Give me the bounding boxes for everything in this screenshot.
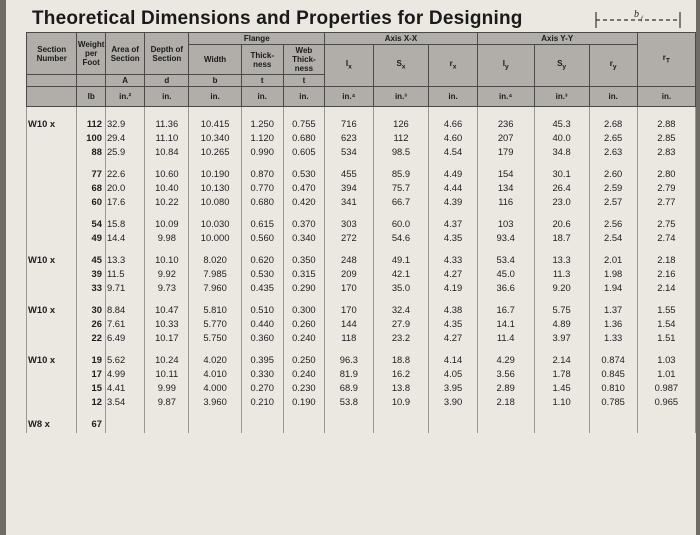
unit-sx: in.³	[373, 87, 429, 107]
cell-weight: 54 49	[77, 211, 106, 247]
cell-area	[105, 411, 144, 433]
cell-area: 22.6 20.0 17.6	[105, 161, 144, 211]
col-ry	[589, 45, 637, 87]
table-body	[27, 107, 696, 434]
cell-area: 8.84 7.61 6.49	[105, 297, 144, 347]
col-area: Area of Section	[105, 33, 144, 75]
cell-section: W10 x	[27, 347, 77, 411]
cell-sx	[373, 411, 429, 433]
unit-section	[27, 87, 77, 107]
unit-iy: in.⁴	[477, 87, 534, 107]
cell-section	[27, 161, 77, 211]
cell-sy: 45.3 40.0 34.8	[534, 107, 589, 162]
page-title: Theoretical Dimensions and Properties for Designing	[32, 8, 523, 29]
cell-web: 0.350 0.315 0.290	[283, 247, 325, 297]
sx-symbol: S	[396, 59, 402, 69]
cell-weight: 30 26 22	[77, 297, 106, 347]
cell-depth: 10.10 9.92 9.73	[145, 247, 189, 297]
rt-sub: T	[665, 57, 670, 65]
col-rt	[637, 33, 695, 87]
cell-iy: 16.7 14.1 11.4	[477, 297, 534, 347]
cell-area: 32.9 29.4 25.9	[105, 107, 144, 162]
cell-rt	[637, 411, 695, 433]
sy-sub: y	[562, 63, 567, 71]
cell-web: 0.370 0.340	[283, 211, 325, 247]
group-flange: Flange	[189, 33, 325, 45]
cell-depth: 10.24 10.11 9.99 9.87	[145, 347, 189, 411]
unit-rt: in.	[637, 87, 695, 107]
cell-ix: 96.3 81.9 68.9 53.8	[325, 347, 373, 411]
unit-weight: lb	[77, 87, 106, 107]
cell-width: 5.810 5.770 5.750	[189, 297, 242, 347]
col-rx	[429, 45, 477, 87]
header-group-row	[27, 33, 696, 45]
col-sx	[373, 45, 429, 87]
cell-ry	[589, 411, 637, 433]
cell-weight: 19 17 15 12	[77, 347, 106, 411]
cell-rx: 4.33 4.27 4.19	[429, 247, 477, 297]
unit-width: in.	[189, 87, 242, 107]
cell-thickness: 0.870 0.770 0.680	[241, 161, 283, 211]
table-row	[27, 107, 696, 162]
cell-rt: 2.18 2.16 2.14	[637, 247, 695, 297]
cell-width: 4.020 4.010 4.000 3.960	[189, 347, 242, 411]
col-iy	[477, 45, 534, 87]
cell-rt: 2.88 2.85 2.83	[637, 107, 695, 162]
cell-ry: 0.874 0.845 0.810 0.785	[589, 347, 637, 411]
unit-ix: in.⁴	[325, 87, 373, 107]
table-row	[27, 297, 696, 347]
cell-depth: 10.60 10.40 10.22	[145, 161, 189, 211]
cell-thickness: 0.620 0.530 0.435	[241, 247, 283, 297]
header-units-row	[27, 87, 696, 107]
col-sy	[534, 45, 589, 87]
cell-area: 5.62 4.99 4.41 3.54	[105, 347, 144, 411]
cell-rx: 4.38 4.35 4.27	[429, 297, 477, 347]
cell-rx: 4.66 4.60 4.54	[429, 107, 477, 162]
col-width: Width	[189, 45, 242, 75]
cell-section: W10 x	[27, 247, 77, 297]
table-row	[27, 347, 696, 411]
table-row	[27, 247, 696, 297]
cell-rx: 4.49 4.44 4.39	[429, 161, 477, 211]
symbol-weight	[77, 75, 106, 87]
col-web: Web Thick-ness	[283, 45, 325, 75]
symbol-depth: d	[145, 75, 189, 87]
cell-section: W10 x	[27, 107, 77, 162]
symbol-thickness: t	[241, 75, 283, 87]
col-depth: Depth of Section	[145, 33, 189, 75]
symbol-section	[27, 75, 77, 87]
sketch-label-f: f	[641, 16, 643, 22]
cell-thickness	[241, 411, 283, 433]
cell-ix: 303 272	[325, 211, 373, 247]
cell-rt: 2.75 2.74	[637, 211, 695, 247]
iy-sub: y	[504, 63, 509, 71]
cell-ry: 2.68 2.65 2.63	[589, 107, 637, 162]
cell-section: W10 x	[27, 297, 77, 347]
cell-rt: 1.03 1.01 0.987 0.965	[637, 347, 695, 411]
cell-ix: 716 623 534	[325, 107, 373, 162]
cell-iy: 154 134 116	[477, 161, 534, 211]
unit-rx: in.	[429, 87, 477, 107]
cell-depth: 10.47 10.33 10.17	[145, 297, 189, 347]
col-weight: Weight per Foot	[77, 33, 106, 75]
cell-sy: 5.75 4.89 3.97	[534, 297, 589, 347]
cell-sx: 126 112 98.5	[373, 107, 429, 162]
cell-sy: 2.14 1.78 1.45 1.10	[534, 347, 589, 411]
unit-depth: in.	[145, 87, 189, 107]
cell-web: 0.530 0.470 0.420	[283, 161, 325, 211]
unit-web: in.	[283, 87, 325, 107]
cell-thickness: 0.615 0.560	[241, 211, 283, 247]
cell-sx: 49.1 42.1 35.0	[373, 247, 429, 297]
rx-sub: x	[452, 63, 457, 71]
cell-ry: 2.60 2.59 2.57	[589, 161, 637, 211]
symbol-web: t	[283, 75, 325, 87]
col-section: Section Number	[27, 33, 77, 75]
cell-rt: 1.55 1.54 1.51	[637, 297, 695, 347]
cell-web	[283, 411, 325, 433]
cell-rx	[429, 411, 477, 433]
cell-weight: 112 100 88	[77, 107, 106, 162]
cell-sy: 30.1 26.4 23.0	[534, 161, 589, 211]
beam-flange-sketch-icon	[592, 6, 688, 32]
cell-area: 13.3 11.5 9.71	[105, 247, 144, 297]
cell-sx: 85.9 75.7 66.7	[373, 161, 429, 211]
table-sheet	[6, 0, 696, 535]
cell-depth	[145, 411, 189, 433]
cell-ix: 455 394 341	[325, 161, 373, 211]
cell-sy: 20.6 18.7	[534, 211, 589, 247]
cell-rt: 2.80 2.79 2.77	[637, 161, 695, 211]
cell-iy	[477, 411, 534, 433]
cell-depth: 11.36 11.10 10.84	[145, 107, 189, 162]
unit-area: in.²	[105, 87, 144, 107]
unit-sy: in.³	[534, 87, 589, 107]
col-thickness: Thick-ness	[241, 45, 283, 75]
cell-weight: 45 39 33	[77, 247, 106, 297]
rt-symbol: r	[662, 53, 666, 63]
cell-web: 0.250 0.240 0.230 0.190	[283, 347, 325, 411]
cell-thickness: 1.250 1.120 0.990	[241, 107, 283, 162]
cell-width: 8.020 7.985 7.960	[189, 247, 242, 297]
cell-weight: 77 68 60	[77, 161, 106, 211]
cell-ix	[325, 411, 373, 433]
cell-ix: 170 144 118	[325, 297, 373, 347]
symbol-area: A	[105, 75, 144, 87]
cell-iy: 4.29 3.56 2.89 2.18	[477, 347, 534, 411]
table-row	[27, 411, 696, 433]
sy-symbol: S	[557, 59, 563, 69]
cell-sy	[534, 411, 589, 433]
cell-iy: 53.4 45.0 36.6	[477, 247, 534, 297]
cell-depth: 10.09 9.98	[145, 211, 189, 247]
iy-symbol: I	[502, 59, 505, 69]
cell-ry: 2.01 1.98 1.94	[589, 247, 637, 297]
sketch-label-b: b	[634, 9, 639, 20]
ry-sub: y	[612, 63, 617, 71]
ry-symbol: r	[609, 59, 613, 69]
cell-rx: 4.14 4.05 3.95 3.90	[429, 347, 477, 411]
cell-iy: 236 207 179	[477, 107, 534, 162]
cell-sy: 13.3 11.3 9.20	[534, 247, 589, 297]
cell-ix: 248 209 170	[325, 247, 373, 297]
group-axis-yy: Axis Y-Y	[477, 33, 637, 45]
cell-weight: 67	[77, 411, 106, 433]
cell-sx: 18.8 16.2 13.8 10.9	[373, 347, 429, 411]
cell-sx: 60.0 54.6	[373, 211, 429, 247]
sx-sub: x	[401, 63, 406, 71]
ix-symbol: I	[345, 59, 349, 69]
cell-width: 10.415 10.340 10.265	[189, 107, 242, 162]
cell-section: W8 x	[27, 411, 77, 433]
rx-symbol: r	[449, 59, 453, 69]
col-ix	[325, 45, 373, 87]
unit-ry: in.	[589, 87, 637, 107]
group-axis-xx: Axis X-X	[325, 33, 477, 45]
unit-thickness: in.	[241, 87, 283, 107]
table-row	[27, 161, 696, 211]
properties-table	[26, 32, 696, 433]
cell-area: 15.8 14.4	[105, 211, 144, 247]
symbol-width: b	[189, 75, 242, 87]
cell-ry: 2.56 2.54	[589, 211, 637, 247]
cell-web: 0.755 0.680 0.605	[283, 107, 325, 162]
cell-section	[27, 211, 77, 247]
cell-thickness: 0.510 0.440 0.360	[241, 297, 283, 347]
ix-sub: x	[348, 63, 352, 71]
cell-rx: 4.37 4.35	[429, 211, 477, 247]
cell-sx: 32.4 27.9 23.2	[373, 297, 429, 347]
table-row	[27, 211, 696, 247]
cell-width: 10.030 10.000	[189, 211, 242, 247]
cell-width	[189, 411, 242, 433]
cell-width: 10.190 10.130 10.080	[189, 161, 242, 211]
cell-thickness: 0.395 0.330 0.270 0.210	[241, 347, 283, 411]
cell-iy: 103 93.4	[477, 211, 534, 247]
cell-web: 0.300 0.260 0.240	[283, 297, 325, 347]
cell-ry: 1.37 1.36 1.33	[589, 297, 637, 347]
